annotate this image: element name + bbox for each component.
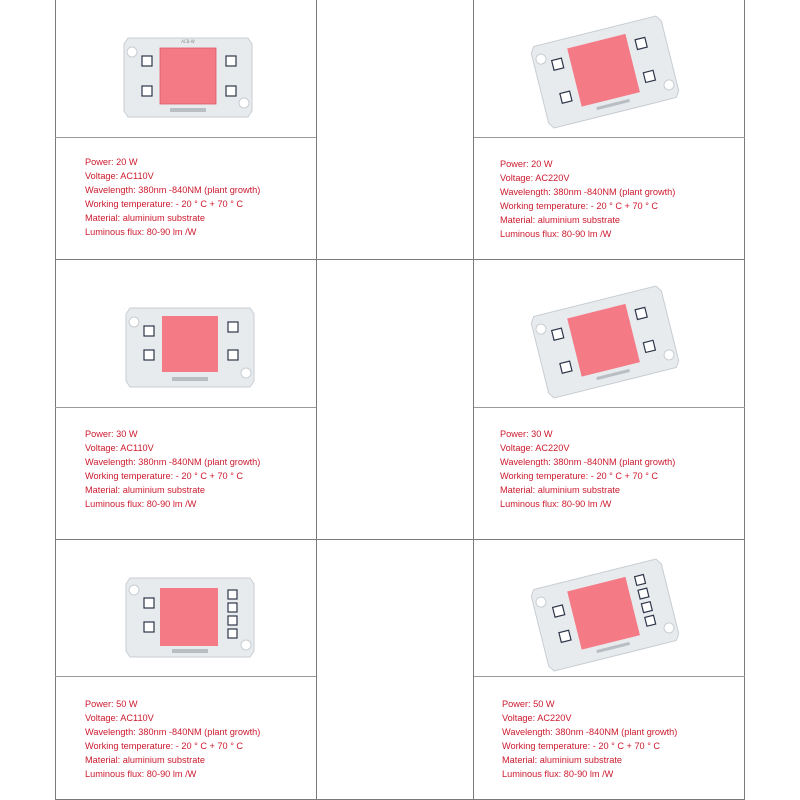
spec-temperature: Working temperature: - 20 ° C + 70 ° C <box>500 471 659 481</box>
spec-block-20w-ac110v <box>85 155 260 239</box>
image-divider <box>55 407 316 408</box>
image-divider <box>474 137 745 138</box>
spec-temperature: Working temperature: - 20 ° C + 70 ° C <box>85 471 244 481</box>
spec-voltage: Voltage: AC110V <box>85 443 154 453</box>
spec-temperature: Working temperature: - 20 ° C + 70 ° C <box>502 741 661 751</box>
image-divider <box>55 137 316 138</box>
image-divider <box>474 407 745 408</box>
spec-power: Power: 50 W <box>85 699 138 709</box>
spec-flux: Luminous flux: 80-90 lm /W <box>85 499 197 509</box>
spec-flux: Luminous flux: 80-90 lm /W <box>85 769 197 779</box>
spec-power: Power: 20 W <box>500 159 553 169</box>
spec-flux: Luminous flux: 80-90 lm /W <box>502 769 614 779</box>
spec-wavelength: Wavelength: 380nm -840NM (plant growth) <box>500 457 676 467</box>
spec-flux: Luminous flux: 80-90 lm /W <box>500 499 612 509</box>
cob-led-chip-image <box>120 570 260 665</box>
cob-led-chip-image <box>530 12 680 132</box>
cob-led-chip-image <box>530 555 680 675</box>
spec-wavelength: Wavelength: 380nm -840NM (plant growth) <box>502 727 678 737</box>
spec-material: Material: aluminium substrate <box>85 485 205 495</box>
column-divider <box>473 0 474 800</box>
spec-voltage: Voltage: AC110V <box>85 171 154 181</box>
spec-power: Power: 20 W <box>85 157 138 167</box>
spec-voltage: Voltage: AC110V <box>85 713 154 723</box>
spec-wavelength: Wavelength: 380nm -840NM (plant growth) <box>85 457 261 467</box>
spec-block-50w-ac110v <box>85 697 260 781</box>
cob-led-chip-image <box>120 300 260 395</box>
spec-block-30w-ac110v <box>85 427 260 511</box>
cob-led-chip-image <box>118 30 258 125</box>
spec-material: Material: aluminium substrate <box>85 755 205 765</box>
spec-wavelength: Wavelength: 380nm -840NM (plant growth) <box>85 727 261 737</box>
spec-block-50w-ac220v <box>502 697 677 781</box>
spec-block-20w-ac220v <box>500 157 675 241</box>
spec-material: Material: aluminium substrate <box>502 755 622 765</box>
spec-temperature: Working temperature: - 20 ° C + 70 ° C <box>85 741 244 751</box>
spec-material: Material: aluminium substrate <box>500 485 620 495</box>
column-divider <box>316 0 317 800</box>
spec-wavelength: Wavelength: 380nm -840NM (plant growth) <box>500 187 676 197</box>
spec-power: Power: 30 W <box>85 429 138 439</box>
spec-voltage: Voltage: AC220V <box>500 173 570 183</box>
row-divider <box>55 539 745 540</box>
row-divider <box>55 259 745 260</box>
cob-led-chip-image <box>530 282 680 402</box>
spec-wavelength: Wavelength: 380nm -840NM (plant growth) <box>85 185 261 195</box>
spec-flux: Luminous flux: 80-90 lm /W <box>500 229 612 239</box>
image-divider <box>474 676 745 677</box>
spec-power: Power: 30 W <box>500 429 553 439</box>
spec-power: Power: 50 W <box>502 699 555 709</box>
spec-material: Material: aluminium substrate <box>85 213 205 223</box>
spec-temperature: Working temperature: - 20 ° C + 70 ° C <box>500 201 659 211</box>
spec-voltage: Voltage: AC220V <box>500 443 570 453</box>
image-divider <box>55 676 316 677</box>
spec-block-30w-ac220v <box>500 427 675 511</box>
spec-material: Material: aluminium substrate <box>500 215 620 225</box>
spec-flux: Luminous flux: 80-90 lm /W <box>85 227 197 237</box>
svg-text:ACB-W: ACB-W <box>181 39 195 44</box>
spec-temperature: Working temperature: - 20 ° C + 70 ° C <box>85 199 244 209</box>
spec-voltage: Voltage: AC220V <box>502 713 572 723</box>
